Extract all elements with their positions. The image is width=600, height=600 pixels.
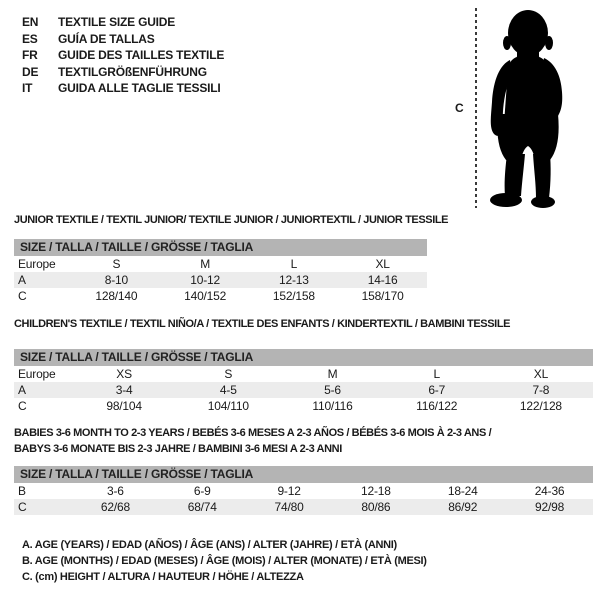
size-cell: 12-13	[279, 273, 309, 287]
size-cell: S	[224, 367, 233, 381]
table-row	[14, 398, 593, 414]
size-cell: 9-12	[277, 484, 301, 498]
language-row	[22, 14, 224, 31]
table-title: BABYS 3-6 MONATE BIS 2-3 JAHRE / BAMBINI 3-6 MESI A 2-3 ANNI	[14, 443, 342, 455]
size-cell: 24-36	[534, 484, 565, 498]
language-guide-title: GUIDE DES TAILLES TEXTILE	[58, 48, 225, 63]
language-code: EN	[22, 15, 39, 30]
language-code: ES	[22, 31, 38, 46]
size-cell: 86/92	[448, 500, 478, 514]
size-cell: XL	[375, 257, 390, 271]
table-title: CHILDREN'S TEXTILE / TEXTIL NIÑO/A / TEXTILE DES ENFANTS / KINDERTEXTIL / BAMBINI TESSILE	[14, 318, 511, 330]
language-row	[22, 47, 224, 64]
height-dashed-line	[475, 8, 477, 208]
footnote-line: B. AGE (MONTHS) / EDAD (MESES) / ÂGE (MOIS) / ALTER (MONATE) / ETÀ (MESI)	[22, 555, 427, 567]
table-row	[14, 483, 593, 499]
size-cell: 12-18	[361, 484, 391, 498]
size-header-bar: SIZE / TALLA / TAILLE / GRÖSSE / TAGLIA	[14, 239, 427, 256]
height-measure-label: C	[455, 101, 464, 115]
table-row	[14, 499, 593, 515]
size-cell: M	[327, 367, 338, 381]
size-cell: 92/98	[535, 500, 565, 514]
junior-size-table	[14, 214, 449, 304]
size-header-bar: SIZE / TALLA / TAILLE / GRÖSSE / TAGLIA	[14, 466, 593, 483]
legend-footnotes	[22, 537, 427, 585]
row-label: C	[18, 500, 27, 514]
size-cell: 3-6	[107, 484, 124, 498]
size-cell: S	[112, 257, 121, 271]
size-cell: 122/128	[519, 399, 562, 413]
footnote-line: C. (cm) HEIGHT / ALTURA / HAUTEUR / HÖHE / ALTEZZA	[22, 571, 304, 583]
language-guide-title: GUIDA ALLE TAGLIE TESSILI	[58, 81, 221, 96]
row-label: C	[18, 399, 27, 413]
size-header-bar: SIZE / TALLA / TAILLE / GRÖSSE / TAGLIA	[14, 349, 593, 366]
row-label: Europe	[18, 367, 56, 381]
size-cell: 128/140	[95, 289, 138, 303]
row-label: A	[18, 273, 26, 287]
row-label: B	[18, 484, 26, 498]
table-row	[14, 288, 427, 304]
size-cell: 14-16	[367, 273, 398, 287]
size-cell: 74/80	[274, 500, 304, 514]
footnote-line: A. AGE (YEARS) / EDAD (AÑOS) / ÂGE (ANS) / ALTER (JAHRE) / ETÀ (ANNI)	[22, 539, 397, 551]
size-cell: XS	[116, 367, 132, 381]
language-code: FR	[22, 48, 38, 63]
size-cell: 4-5	[219, 383, 237, 397]
size-cell: 3-4	[115, 383, 133, 397]
language-code: IT	[22, 81, 33, 96]
table-row	[14, 366, 593, 382]
size-cell: 62/68	[100, 500, 130, 514]
babies-size-table	[14, 425, 593, 515]
children-size-table	[14, 318, 593, 414]
language-row	[22, 31, 224, 48]
size-cell: 10-12	[190, 273, 220, 287]
size-cell: 5-6	[324, 383, 341, 397]
size-cell: 116/122	[416, 399, 458, 413]
size-cell: M	[200, 257, 211, 271]
language-guide-title: TEXTILGRÖßENFÜHRUNG	[58, 64, 207, 79]
language-guide-title: TEXTILE SIZE GUIDE	[58, 15, 176, 30]
size-cell: 6-7	[428, 383, 446, 397]
table-row	[14, 272, 427, 288]
language-guide-title: GUÍA DE TALLAS	[58, 31, 155, 46]
size-cell: 158/170	[361, 289, 404, 303]
size-cell: 110/116	[312, 399, 353, 413]
row-label: Europe	[18, 257, 56, 271]
language-title-list	[22, 14, 224, 97]
table-title: JUNIOR TEXTILE / TEXTIL JUNIOR/ TEXTILE JUNIOR / JUNIORTEXTIL / JUNIOR TESSILE	[14, 214, 449, 226]
table-row	[14, 256, 427, 272]
size-cell: 6-9	[193, 484, 211, 498]
size-cell: L	[433, 367, 440, 381]
toddler-silhouette-icon	[484, 6, 580, 214]
size-cell: 98/104	[106, 399, 142, 413]
language-row	[22, 64, 224, 81]
size-cell: 152/158	[272, 289, 315, 303]
size-cell: 68/74	[187, 500, 217, 514]
size-cell: 104/110	[207, 399, 249, 413]
size-cell: 80/86	[361, 500, 391, 514]
size-cell: 140/152	[184, 289, 227, 303]
size-cell: 8-10	[104, 273, 128, 287]
size-cell: L	[290, 257, 298, 271]
row-label: C	[18, 289, 27, 303]
table-title: BABIES 3-6 MONTH TO 2-3 YEARS / BEBÉS 3-6 MESES A 2-3 AÑOS / BÉBÉS 3-6 MOIS À 2-3 ANS /	[14, 427, 492, 439]
language-row	[22, 80, 224, 97]
row-label: A	[18, 383, 26, 397]
table-row	[14, 382, 593, 398]
size-cell: 7-8	[532, 383, 550, 397]
size-cell: XL	[533, 367, 549, 381]
language-code: DE	[22, 64, 39, 79]
size-cell: 18-24	[447, 484, 478, 498]
